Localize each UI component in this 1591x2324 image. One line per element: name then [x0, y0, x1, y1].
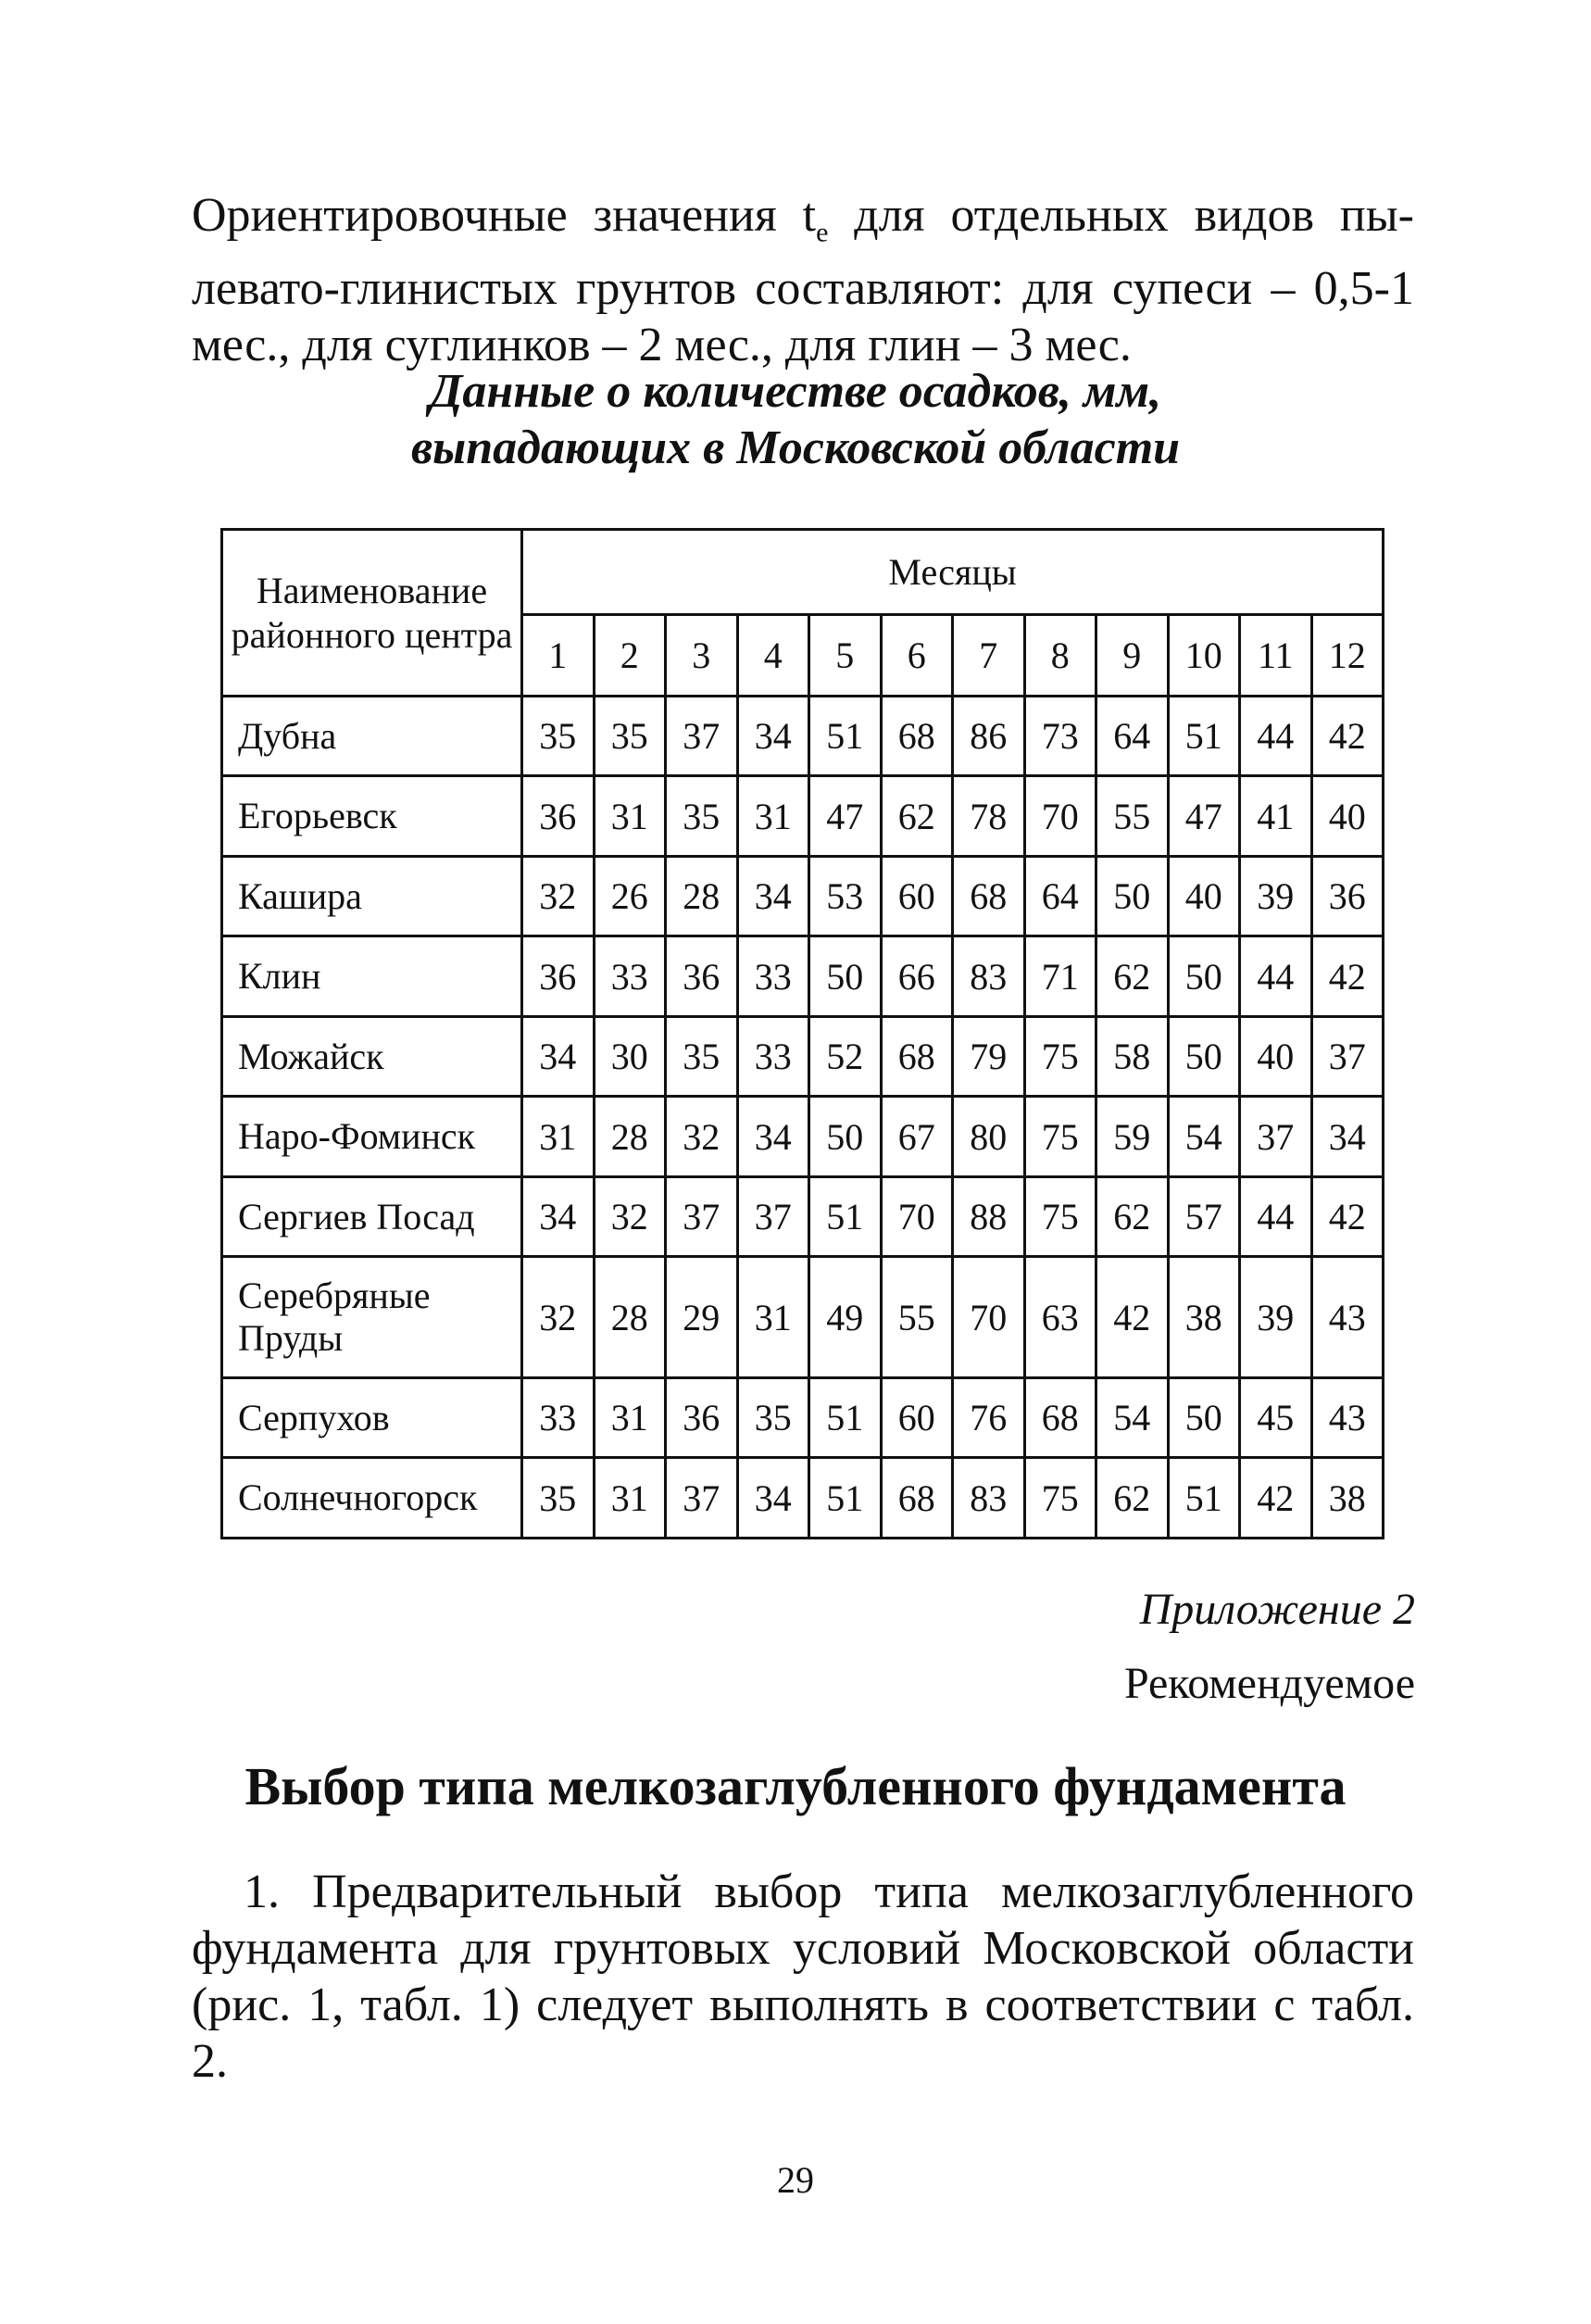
table-title-line-1: Данные о количестве осадков, мм, — [429, 365, 1162, 418]
table-body — [222, 697, 1384, 1539]
district-name-cell: Кашира — [222, 856, 522, 936]
precipitation-value-cell: 34 — [522, 1176, 595, 1256]
month-header-cell: 6 — [881, 615, 953, 697]
month-header-cell: 5 — [809, 615, 882, 697]
precipitation-value-cell: 35 — [666, 776, 738, 856]
table-title-line-2: выпадающих в Московской области — [410, 421, 1181, 474]
precipitation-value-cell: 50 — [1168, 936, 1240, 1016]
month-header-cell: 4 — [737, 615, 809, 697]
name-column-header: Наименование районного центра — [222, 530, 522, 697]
precipitation-value-cell: 45 — [1240, 1378, 1312, 1458]
precipitation-value-cell: 42 — [1096, 1257, 1169, 1378]
precipitation-value-cell: 44 — [1240, 936, 1312, 1016]
precipitation-value-cell: 70 — [881, 1176, 953, 1256]
precipitation-value-cell: 37 — [666, 697, 738, 776]
precipitation-value-cell: 62 — [881, 776, 953, 856]
precipitation-table — [220, 528, 1384, 1539]
precipitation-value-cell: 75 — [1024, 1016, 1096, 1096]
precipitation-value-cell: 62 — [1096, 936, 1169, 1016]
precipitation-value-cell: 64 — [1096, 697, 1169, 776]
table-row — [222, 1176, 1384, 1256]
precipitation-value-cell: 33 — [737, 1016, 809, 1096]
precipitation-value-cell: 43 — [1311, 1257, 1384, 1378]
table-row — [222, 776, 1384, 856]
section-line-2: фундамента для грунтовых условий Московской области — [192, 1922, 1414, 1975]
precipitation-value-cell: 64 — [1024, 856, 1096, 936]
precipitation-value-cell: 36 — [522, 936, 595, 1016]
precipitation-value-cell: 47 — [809, 776, 882, 856]
precipitation-value-cell: 34 — [1311, 1097, 1384, 1176]
precipitation-value-cell: 57 — [1168, 1176, 1240, 1256]
district-name-cell: Можайск — [222, 1016, 522, 1096]
precipitation-value-cell: 60 — [881, 856, 953, 936]
precipitation-value-cell: 67 — [881, 1097, 953, 1176]
precipitation-value-cell: 70 — [1024, 776, 1096, 856]
table-row — [222, 697, 1384, 776]
precipitation-value-cell: 54 — [1168, 1097, 1240, 1176]
section-heading: Выбор типа мелкозаглубленного фундамента — [244, 1756, 1347, 1816]
month-header-cell: 11 — [1240, 615, 1312, 697]
month-header-cell: 12 — [1311, 615, 1384, 697]
page-number: 29 — [777, 2159, 814, 2201]
appendix-status: Рекомендуемое — [1123, 1659, 1415, 1708]
precipitation-value-cell: 31 — [594, 776, 666, 856]
month-header-cell: 1 — [522, 615, 595, 697]
district-name-cell: Сергиев Посад — [222, 1176, 522, 1256]
appendix-label: Приложение 2 — [1139, 1585, 1415, 1634]
precipitation-value-cell: 51 — [809, 697, 882, 776]
precipitation-value-cell: 47 — [1168, 776, 1240, 856]
precipitation-value-cell: 50 — [809, 936, 882, 1016]
precipitation-value-cell: 50 — [1168, 1016, 1240, 1096]
precipitation-value-cell: 68 — [881, 1016, 953, 1096]
district-name-cell: Серпухов — [222, 1378, 522, 1458]
precipitation-value-cell: 40 — [1240, 1016, 1312, 1096]
month-header-cell: 9 — [1096, 615, 1169, 697]
precipitation-value-cell: 28 — [594, 1257, 666, 1378]
precipitation-value-cell: 36 — [666, 936, 738, 1016]
precipitation-value-cell: 34 — [737, 1458, 809, 1539]
table-row — [222, 936, 1384, 1016]
precipitation-value-cell: 36 — [522, 776, 595, 856]
table-row — [222, 1257, 1384, 1378]
precipitation-value-cell: 55 — [1096, 776, 1169, 856]
month-header-cell: 7 — [953, 615, 1025, 697]
precipitation-value-cell: 62 — [1096, 1458, 1169, 1539]
precipitation-value-cell: 40 — [1168, 856, 1240, 936]
precipitation-value-cell: 50 — [1168, 1378, 1240, 1458]
precipitation-value-cell: 31 — [594, 1378, 666, 1458]
precipitation-value-cell: 60 — [881, 1378, 953, 1458]
precipitation-value-cell: 34 — [522, 1016, 595, 1096]
precipitation-value-cell: 30 — [594, 1016, 666, 1096]
precipitation-value-cell: 51 — [1168, 1458, 1240, 1539]
months-header: Месяцы — [522, 530, 1384, 615]
precipitation-value-cell: 37 — [737, 1176, 809, 1256]
precipitation-value-cell: 35 — [594, 697, 666, 776]
precipitation-value-cell: 68 — [953, 856, 1025, 936]
precipitation-value-cell: 43 — [1311, 1378, 1384, 1458]
precipitation-value-cell: 41 — [1240, 776, 1312, 856]
precipitation-value-cell: 34 — [737, 697, 809, 776]
precipitation-value-cell: 52 — [809, 1016, 882, 1096]
precipitation-value-cell: 32 — [522, 1257, 595, 1378]
month-header-cell: 2 — [594, 615, 666, 697]
month-header-cell: 8 — [1024, 615, 1096, 697]
precipitation-value-cell: 68 — [881, 1458, 953, 1539]
precipitation-value-cell: 37 — [666, 1458, 738, 1539]
precipitation-value-cell: 66 — [881, 936, 953, 1016]
precipitation-value-cell: 49 — [809, 1257, 882, 1378]
district-name-cell: Наро-Фоминск — [222, 1097, 522, 1176]
precipitation-value-cell: 54 — [1096, 1378, 1169, 1458]
precipitation-value-cell: 44 — [1240, 1176, 1312, 1256]
section-paragraph — [192, 1864, 1414, 2090]
precipitation-value-cell: 35 — [737, 1378, 809, 1458]
district-name-cell: Серебряные Пруды — [222, 1257, 522, 1378]
precipitation-value-cell: 31 — [737, 1257, 809, 1378]
precipitation-value-cell: 40 — [1311, 776, 1384, 856]
subscript-e: e — [816, 217, 829, 248]
precipitation-value-cell: 71 — [1024, 936, 1096, 1016]
precipitation-value-cell: 55 — [881, 1257, 953, 1378]
precipitation-value-cell: 29 — [666, 1257, 738, 1378]
intro-paragraph — [192, 187, 1414, 373]
precipitation-value-cell: 28 — [594, 1097, 666, 1176]
precipitation-value-cell: 37 — [1311, 1016, 1384, 1096]
precipitation-value-cell: 42 — [1240, 1458, 1312, 1539]
precipitation-value-cell: 31 — [737, 776, 809, 856]
district-name-cell: Дубна — [222, 697, 522, 776]
precipitation-value-cell: 58 — [1096, 1016, 1169, 1096]
precipitation-value-cell: 63 — [1024, 1257, 1096, 1378]
precipitation-value-cell: 76 — [953, 1378, 1025, 1458]
precipitation-value-cell: 62 — [1096, 1176, 1169, 1256]
precipitation-value-cell: 33 — [522, 1378, 595, 1458]
district-name-cell: Егорьевск — [222, 776, 522, 856]
precipitation-value-cell: 51 — [809, 1176, 882, 1256]
precipitation-value-cell: 79 — [953, 1016, 1025, 1096]
precipitation-value-cell: 80 — [953, 1097, 1025, 1176]
table-row — [222, 1097, 1384, 1176]
precipitation-value-cell: 34 — [737, 1097, 809, 1176]
precipitation-value-cell: 78 — [953, 776, 1025, 856]
table-row — [222, 1378, 1384, 1458]
precipitation-value-cell: 88 — [953, 1176, 1025, 1256]
table-header-row — [222, 530, 1384, 615]
intro-line-1: Ориентировочные значения $t_e$ для отдельных видов пы- — [192, 189, 1414, 248]
district-name-cell: Клин — [222, 936, 522, 1016]
precipitation-value-cell: 38 — [1311, 1458, 1384, 1539]
precipitation-value-cell: 50 — [809, 1097, 882, 1176]
precipitation-value-cell: 39 — [1240, 856, 1312, 936]
section-line-3: (рис. 1, табл. 1) следует выполнять в соответствии с табл. 2. — [192, 1979, 1414, 2088]
section-line-1: 1. Предварительный выбор типа мелкозаглубленного — [244, 1865, 1414, 1918]
table-row — [222, 856, 1384, 936]
precipitation-value-cell: 32 — [666, 1097, 738, 1176]
precipitation-value-cell: 83 — [953, 936, 1025, 1016]
precipitation-value-cell: 75 — [1024, 1458, 1096, 1539]
precipitation-value-cell: 26 — [594, 856, 666, 936]
precipitation-value-cell: 42 — [1311, 936, 1384, 1016]
precipitation-value-cell: 42 — [1311, 1176, 1384, 1256]
table-row — [222, 1458, 1384, 1539]
intro-line-2: левато-глинистых грунтов составляют: для супеси – 0,5-1 — [192, 262, 1414, 316]
precipitation-value-cell: 59 — [1096, 1097, 1169, 1176]
precipitation-value-cell: 39 — [1240, 1257, 1312, 1378]
precipitation-value-cell: 51 — [809, 1458, 882, 1539]
precipitation-value-cell: 68 — [1024, 1378, 1096, 1458]
precipitation-value-cell: 70 — [953, 1257, 1025, 1378]
precipitation-value-cell: 37 — [1240, 1097, 1312, 1176]
precipitation-value-cell: 31 — [522, 1097, 595, 1176]
precipitation-value-cell: 37 — [666, 1176, 738, 1256]
precipitation-value-cell: 33 — [737, 936, 809, 1016]
table-row — [222, 1016, 1384, 1096]
precipitation-value-cell: 32 — [522, 856, 595, 936]
precipitation-value-cell: 34 — [737, 856, 809, 936]
month-header-cell: 10 — [1168, 615, 1240, 697]
precipitation-value-cell: 75 — [1024, 1097, 1096, 1176]
district-name-cell: Солнечногорск — [222, 1458, 522, 1539]
precipitation-value-cell: 32 — [594, 1176, 666, 1256]
precipitation-value-cell: 51 — [1168, 697, 1240, 776]
precipitation-value-cell: 35 — [666, 1016, 738, 1096]
precipitation-value-cell: 75 — [1024, 1176, 1096, 1256]
precipitation-value-cell: 68 — [881, 697, 953, 776]
precipitation-value-cell: 83 — [953, 1458, 1025, 1539]
precipitation-value-cell: 50 — [1096, 856, 1169, 936]
precipitation-value-cell: 35 — [522, 1458, 595, 1539]
precipitation-value-cell: 53 — [809, 856, 882, 936]
precipitation-value-cell: 31 — [594, 1458, 666, 1539]
precipitation-value-cell: 28 — [666, 856, 738, 936]
precipitation-value-cell: 33 — [594, 936, 666, 1016]
intro-line-3: мес., для суглинков – 2 мес., для глин – 3 мес. — [192, 319, 1132, 372]
precipitation-value-cell: 51 — [809, 1378, 882, 1458]
precipitation-value-cell: 73 — [1024, 697, 1096, 776]
precipitation-value-cell: 36 — [1311, 856, 1384, 936]
precipitation-value-cell: 35 — [522, 697, 595, 776]
month-header-cell: 3 — [666, 615, 738, 697]
precipitation-value-cell: 86 — [953, 697, 1025, 776]
precipitation-value-cell: 38 — [1168, 1257, 1240, 1378]
precipitation-value-cell: 44 — [1240, 697, 1312, 776]
precipitation-value-cell: 36 — [666, 1378, 738, 1458]
precipitation-value-cell: 42 — [1311, 697, 1384, 776]
